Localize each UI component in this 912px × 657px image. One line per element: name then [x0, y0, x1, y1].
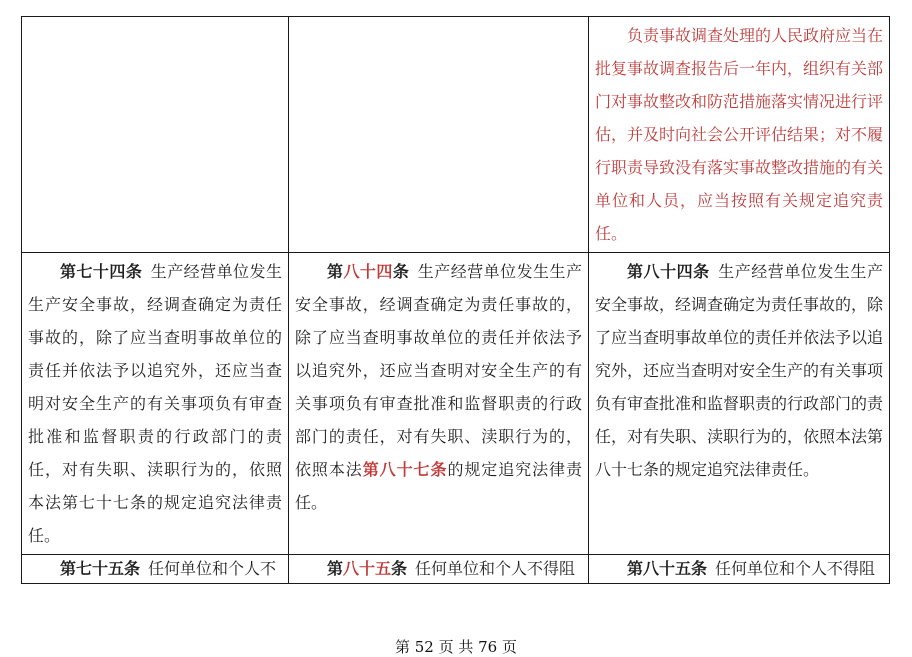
text-segment: 负责事故调查处理的人民政府应当在批复事故调查报告后一年内，组织有关部门对事故整改和防范措施落实情况进行评估，并及时向社会公开评估结果；对不履行职责导致没有落实事故整改措施的有关单位和人员，应当按照有关规定追究责任。 [595, 26, 884, 243]
article-74-paragraph [28, 255, 282, 552]
cell-old-article-75 [22, 555, 289, 584]
cell-new-article-85 [589, 555, 890, 584]
text-segment: 生产经营单位发生生产安全事故，经调查确定为责任事故的，除了应当查明事故单位的责任并依法予以追究外，还应当查明对安全生产的有关事项负有审查批准和监督职责的行政部门的责任，对有失职、渎职行为的，依照本法第七十七条的规定追究法律责任。 [28, 262, 282, 545]
text-segment: 任何单位和个人不得阻 [707, 559, 876, 578]
table-row [22, 17, 890, 253]
cell-mid-law-empty [289, 17, 589, 253]
amendment-note-paragraph [595, 19, 883, 250]
cell-mid-article-85-marked [289, 555, 589, 584]
page-number: 第 52 页 共 76 页 [394, 638, 517, 656]
cell-old-law-empty [22, 17, 289, 253]
cell-old-article-74 [22, 253, 289, 555]
law-comparison-table [21, 16, 890, 584]
table-row [22, 555, 890, 584]
text-segment: 第 [327, 559, 344, 578]
text-segment: 的规定追究法律责任。 [295, 460, 582, 512]
cell-mid-article-84-marked [289, 253, 589, 555]
text-segment: 第八十五条 [627, 559, 708, 578]
article-75-paragraph [28, 557, 282, 581]
text-segment: 第七十四条 [60, 262, 143, 281]
article-84-paragraph [595, 255, 883, 486]
table-row [22, 253, 890, 555]
text-segment: 任何单位和个人不 [140, 559, 277, 578]
text-segment: 第七十五条 [60, 559, 141, 578]
text-segment: 条 [391, 559, 408, 578]
text-segment: 条 [392, 262, 410, 281]
article-85-marked-paragraph [295, 557, 582, 581]
text-segment: 第八十七条 [362, 460, 448, 479]
cell-new-law-amendment-note [589, 17, 890, 253]
cell-new-article-84 [589, 253, 890, 555]
text-segment: 第 [327, 262, 344, 281]
text-segment: 八十四 [343, 262, 393, 281]
text-segment: 第八十四条 [627, 262, 710, 281]
text-segment: 任何单位和个人不得阻 [407, 559, 576, 578]
text-segment: 生产经营单位发生生产安全事故，经调查确定为责任事故的，除了应当查明事故单位的责任并依法予以追究外，还应当查明对安全生产的有关事项负有审查批准和监督职责的行政部门的责任，对有失职、渎职行为的，依照本法 [295, 262, 582, 479]
article-84-marked-paragraph [295, 255, 582, 519]
text-segment: 八十五 [343, 559, 392, 578]
text-segment: 生产经营单位发生生产安全事故，经调查确定为责任事故的，除了应当查明事故单位的责任并依法予以追究外，还应当查明对安全生产的有关事项负有审查批准和监督职责的行政部门的责任，对有失职、渎职行为的，依照本法第八十七条的规定追究法律责任。 [595, 262, 884, 479]
article-85-paragraph [595, 557, 883, 581]
